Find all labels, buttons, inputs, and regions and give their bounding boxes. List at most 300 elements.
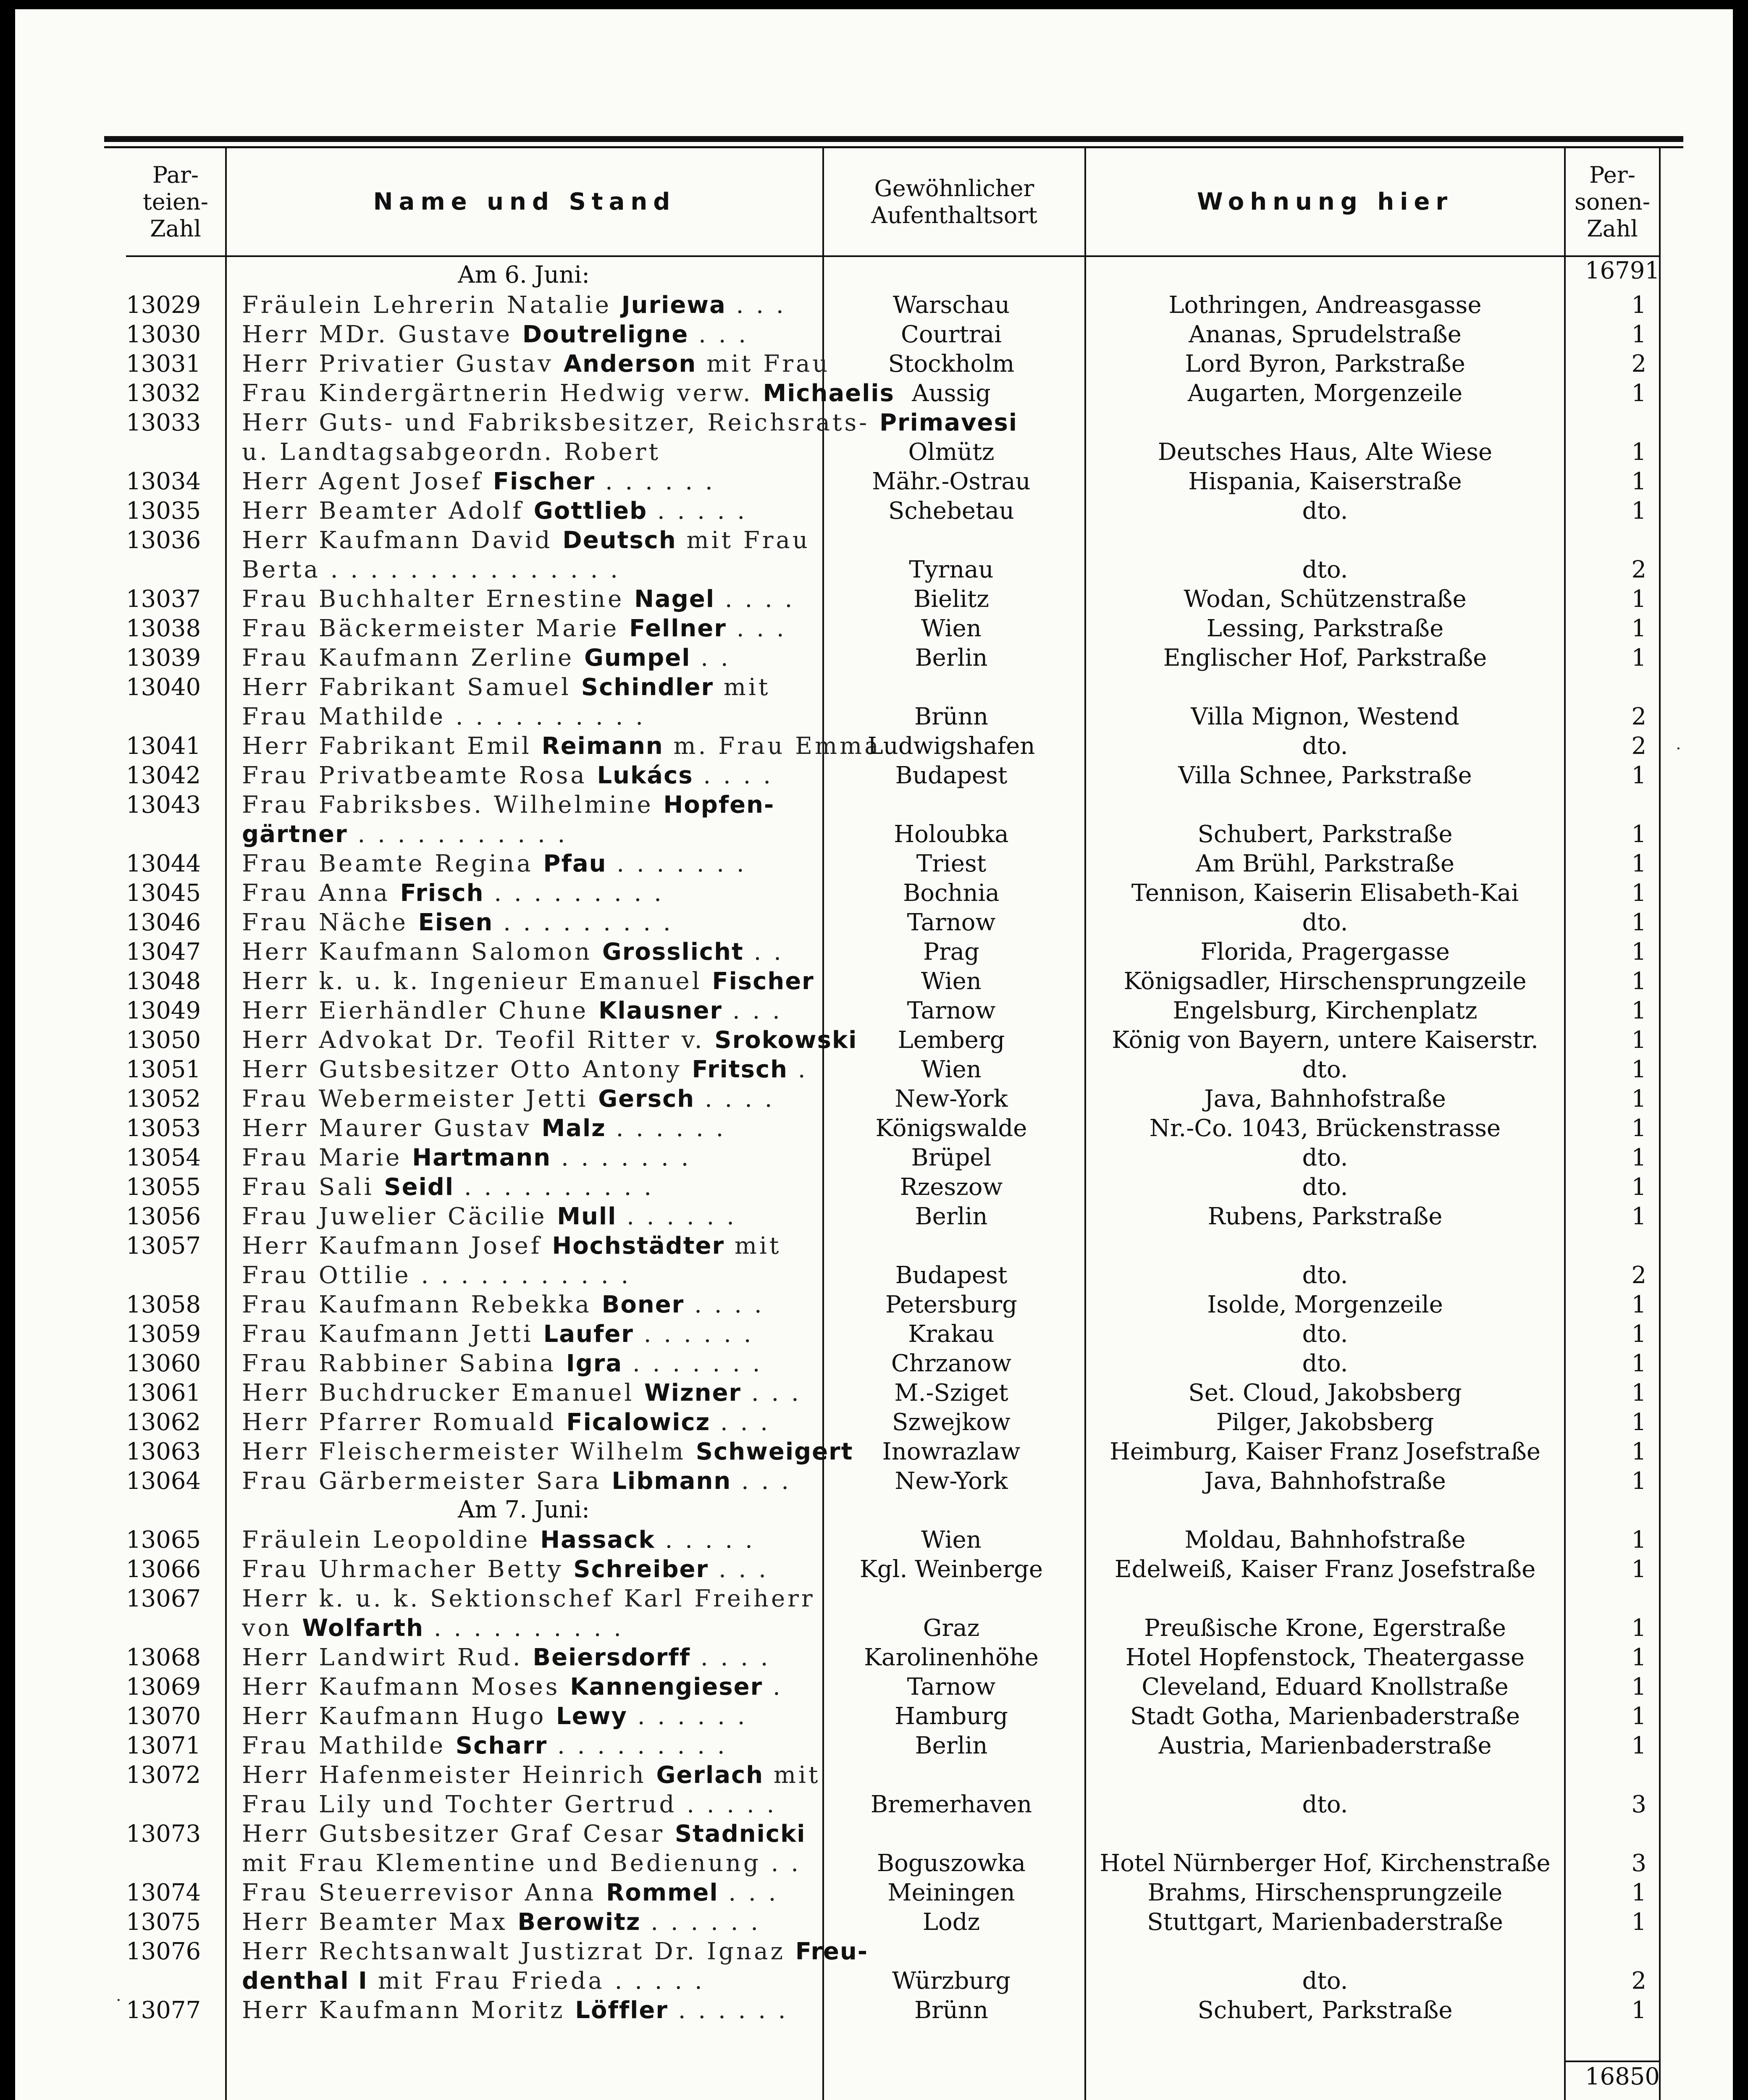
name-tail: . . . xyxy=(726,615,787,642)
surname: Primavesi xyxy=(879,409,1018,436)
name-lead: Herr Kaufmann Salomon xyxy=(242,938,602,966)
name-lead: Herr Fabrikant Emil xyxy=(242,732,542,760)
name-lead: Frau Buchhalter Ernestine xyxy=(242,585,635,613)
name-and-rank xyxy=(242,1378,819,1408)
person-count: 1 xyxy=(1631,968,1646,995)
name-tail: . . . . . . . . . xyxy=(484,879,664,907)
person-count: 2 xyxy=(1631,350,1646,378)
surname: Klausner xyxy=(598,997,723,1024)
surname: Berowitz xyxy=(517,1908,641,1936)
name-tail: . . . . . . xyxy=(617,1203,737,1230)
local-address: Tennison, Kaiserin Elisabeth-Kai xyxy=(1131,879,1519,907)
surname: Eisen xyxy=(418,909,493,936)
party-number: 13043 xyxy=(126,791,201,819)
person-count: 1 xyxy=(1631,1173,1646,1201)
local-address: Nr.-Co. 1043, Brückenstrasse xyxy=(1149,1115,1501,1142)
name-lead-continued: von xyxy=(242,1614,302,1642)
party-number: 13037 xyxy=(126,585,201,613)
surname: Hassack xyxy=(540,1526,655,1554)
local-address: Ananas, Sprudelstraße xyxy=(1189,321,1462,348)
usual-residence: Bielitz xyxy=(913,585,989,613)
person-count: 1 xyxy=(1631,850,1646,877)
person-count: 1 xyxy=(1631,1879,1646,1906)
person-count: 1 xyxy=(1631,1115,1646,1142)
person-count: 2 xyxy=(1631,1967,1646,1995)
party-number: 13045 xyxy=(126,879,201,907)
surname: Malz xyxy=(541,1115,606,1142)
header-address: Wohnung hier xyxy=(1197,188,1453,215)
name-lead: Frau Sali xyxy=(242,1173,384,1201)
person-count: 1 xyxy=(1631,1703,1646,1730)
usual-residence: Bochnia xyxy=(903,879,1000,907)
party-number: 13061 xyxy=(126,1379,201,1407)
local-address: Wodan, Schützenstraße xyxy=(1184,585,1467,613)
table-row xyxy=(0,320,1748,349)
local-address: Königsadler, Hirschensprungzeile xyxy=(1123,968,1527,995)
surname: Seidl xyxy=(384,1173,454,1201)
surname: Löffler xyxy=(575,1997,668,2024)
local-address: Deutsches Haus, Alte Wiese xyxy=(1157,438,1493,466)
surname: Gottlieb xyxy=(533,497,648,525)
local-address: Java, Bahnhofstraße xyxy=(1204,1467,1446,1495)
person-count: 1 xyxy=(1631,1614,1646,1642)
party-number: 13047 xyxy=(126,938,201,966)
party-number: 13048 xyxy=(126,968,201,995)
name-tail: . . . . . . xyxy=(668,1997,788,2024)
local-address: dto. xyxy=(1302,1144,1348,1171)
name-tail: . . . . . . xyxy=(640,1908,761,1936)
usual-residence: Hamburg xyxy=(895,1703,1008,1730)
surname: Fellner xyxy=(629,615,727,642)
table-row xyxy=(0,673,1748,732)
table-row xyxy=(0,849,1748,879)
surname: Wizner xyxy=(644,1379,742,1407)
name-and-rank xyxy=(242,1643,819,1672)
name-and-rank xyxy=(242,1525,819,1555)
person-count: 1 xyxy=(1631,1409,1646,1436)
person-count: 1 xyxy=(1631,644,1646,672)
name-lead: Herr MDr. Gustave xyxy=(242,321,522,348)
table-row xyxy=(0,1878,1748,1908)
usual-residence: Kgl. Weinberge xyxy=(859,1556,1043,1583)
header-name: Name und Stand xyxy=(373,188,676,215)
name-lead: Frau Privatbeamte Rosa xyxy=(242,762,597,789)
local-address: Austria, Marienbaderstraße xyxy=(1158,1732,1492,1759)
usual-residence: Wien xyxy=(921,615,982,642)
party-number: 13040 xyxy=(126,674,201,701)
name-tail: . . . xyxy=(688,321,749,348)
name-tail: . . . . xyxy=(693,762,774,789)
local-address: dto. xyxy=(1302,497,1348,525)
name-tail: . . . . xyxy=(690,1644,771,1671)
surname: Libmann xyxy=(612,1467,732,1495)
party-number: 13051 xyxy=(126,1056,201,1083)
party-number: 13073 xyxy=(126,1820,201,1848)
name-and-rank xyxy=(242,379,895,408)
usual-residence: Bremerhaven xyxy=(870,1791,1032,1818)
person-count: 1 xyxy=(1631,1056,1646,1083)
person-count: 1 xyxy=(1631,585,1646,613)
local-address: Florida, Pragergasse xyxy=(1200,938,1450,966)
party-number: 13041 xyxy=(126,732,201,760)
surname: Lukács xyxy=(597,762,693,789)
surname: Anderson xyxy=(563,350,697,378)
usual-residence: Budapest xyxy=(895,1262,1008,1289)
surname: Gerlach xyxy=(656,1761,764,1789)
surname: Srokowski xyxy=(714,1026,858,1054)
name-lead-continued: Frau Lily und Tochter Gertrud . . . . . xyxy=(242,1791,777,1818)
table-row xyxy=(0,614,1748,643)
party-number: 13034 xyxy=(126,468,201,495)
top-rule-thin xyxy=(104,146,1683,148)
usual-residence: Krakau xyxy=(908,1320,995,1348)
person-count: 1 xyxy=(1631,1085,1646,1113)
surname: Michaelis xyxy=(763,380,895,407)
local-address: Stuttgart, Marienbaderstraße xyxy=(1147,1908,1503,1936)
usual-residence: Olmütz xyxy=(908,438,995,466)
party-number: 13029 xyxy=(126,291,201,319)
party-number: 13032 xyxy=(126,380,201,407)
usual-residence: M.-Sziget xyxy=(894,1379,1008,1407)
usual-residence: Brünn xyxy=(914,703,989,730)
surname: Ficalowicz xyxy=(566,1409,711,1436)
surname: Lewy xyxy=(556,1703,627,1730)
name-and-rank xyxy=(242,1026,858,1055)
person-count: 1 xyxy=(1631,1320,1646,1348)
local-address: Lothringen, Andreasgasse xyxy=(1168,291,1482,319)
local-address: Hotel Nürnberger Hof, Kirchenstraße xyxy=(1100,1850,1551,1877)
table-row xyxy=(0,1143,1748,1173)
surname: Doutreligne xyxy=(522,321,689,348)
surname-continued: gärtner xyxy=(242,821,348,848)
usual-residence: Lemberg xyxy=(898,1026,1005,1054)
name-lead: Fräulein Leopoldine xyxy=(242,1526,541,1554)
name-lead: Herr Kaufmann Josef xyxy=(242,1232,552,1260)
party-number: 13038 xyxy=(126,615,201,642)
person-count: 1 xyxy=(1631,1644,1646,1671)
name-lead: Herr Kaufmann David xyxy=(242,527,563,554)
person-count: 1 xyxy=(1631,291,1646,319)
usual-residence: Warschau xyxy=(892,291,1010,319)
person-count: 1 xyxy=(1631,1556,1646,1583)
party-number: 13055 xyxy=(126,1173,201,1201)
name-and-rank xyxy=(242,761,819,790)
party-number: 13033 xyxy=(126,409,201,436)
usual-residence: Wien xyxy=(921,968,982,995)
surname: Hochstädter xyxy=(552,1232,725,1260)
usual-residence: Brünn xyxy=(914,1997,989,2024)
usual-residence: Berlin xyxy=(915,644,988,672)
name-lead: Frau Näche xyxy=(242,909,418,936)
name-and-rank xyxy=(242,996,819,1026)
table-row xyxy=(0,379,1748,408)
header-rule xyxy=(126,255,1660,257)
name-tail: mit Frau Frieda . . . . . xyxy=(367,1967,705,1995)
local-address: Lessing, Parkstraße xyxy=(1206,615,1444,642)
table-row xyxy=(0,1114,1748,1143)
local-address: Isolde, Morgenzeile xyxy=(1207,1291,1443,1318)
local-address: Villa Mignon, Westend xyxy=(1191,703,1459,730)
party-number: 13030 xyxy=(126,321,201,348)
name-lead: Herr Buchdrucker Emanuel xyxy=(242,1379,645,1407)
person-count: 2 xyxy=(1631,556,1646,583)
party-number: 13050 xyxy=(126,1026,201,1054)
local-address: dto. xyxy=(1302,909,1348,936)
name-and-rank xyxy=(242,585,819,614)
person-count: 1 xyxy=(1631,938,1646,966)
name-and-rank xyxy=(242,291,819,320)
surname-continued: denthal I xyxy=(242,1967,368,1995)
local-address: Engelsburg, Kirchenplatz xyxy=(1173,997,1478,1024)
name-tail: . . . . . . . xyxy=(551,1144,691,1171)
name-lead: Frau Juwelier Cäcilie xyxy=(242,1203,557,1230)
table-row xyxy=(0,1525,1748,1555)
name-and-rank xyxy=(242,1555,819,1584)
table-row xyxy=(0,1555,1748,1584)
name-and-rank xyxy=(242,1672,819,1702)
table-row xyxy=(0,1731,1748,1761)
name-and-rank xyxy=(242,1143,819,1173)
name-lead: Herr Guts- und Fabriksbesitzer, Reichsrats- xyxy=(242,409,880,436)
table-row xyxy=(0,1026,1748,1055)
name-tail: mit Frau xyxy=(696,350,830,378)
person-count: 1 xyxy=(1631,997,1646,1024)
party-number: 13057 xyxy=(126,1232,201,1260)
table-row xyxy=(0,1378,1748,1408)
name-lead: Herr Hafenmeister Heinrich xyxy=(242,1761,656,1789)
usual-residence: Boguszowka xyxy=(877,1850,1026,1877)
table-row xyxy=(0,1761,1748,1819)
local-address: Lord Byron, Parkstraße xyxy=(1185,350,1465,378)
name-tail: mit xyxy=(764,1761,821,1789)
surname: Wolfarth xyxy=(302,1614,424,1642)
person-count: 1 xyxy=(1631,497,1646,525)
name-tail: . . . . . . xyxy=(633,1320,754,1348)
name-lead: Herr Rechtsanwalt Justizrat Dr. Ignaz xyxy=(242,1938,795,1965)
name-tail: . . . . . . xyxy=(606,1115,726,1142)
table-row xyxy=(0,467,1748,496)
name-and-rank xyxy=(242,1761,819,1819)
name-tail: . . . xyxy=(709,1556,769,1583)
name-lead: Herr k. u. k. Sektionschef Karl Freiherr xyxy=(242,1585,815,1612)
name-and-rank xyxy=(242,1908,819,1937)
name-lead: Herr Gutsbesitzer Graf Cesar xyxy=(242,1820,675,1848)
name-tail: . . . . . xyxy=(655,1526,755,1554)
surname: Pfau xyxy=(543,850,607,877)
name-tail: . . . . . . xyxy=(627,1703,748,1730)
name-tail: . . . . xyxy=(684,1291,764,1318)
party-number: 13065 xyxy=(126,1526,201,1554)
local-address: Am Brühl, Parkstraße xyxy=(1195,850,1455,877)
local-address: dto. xyxy=(1302,1262,1348,1289)
party-number: 13063 xyxy=(126,1438,201,1465)
surname: Deutsch xyxy=(562,527,677,554)
party-number: 13031 xyxy=(126,350,201,378)
name-lead: Herr Pfarrer Romuald xyxy=(242,1409,567,1436)
person-count: 1 xyxy=(1631,1673,1646,1701)
name-tail: . . . . . . . . . xyxy=(547,1732,727,1759)
name-lead: Herr k. u. k. Ingenieur Emanuel xyxy=(242,968,712,995)
party-number: 13036 xyxy=(126,527,201,554)
table-row xyxy=(0,408,1748,467)
name-lead: Frau Gärbermeister Sara xyxy=(242,1467,612,1495)
party-number: 13069 xyxy=(126,1673,201,1701)
table-row xyxy=(0,1996,1748,2025)
party-number: 13039 xyxy=(126,644,201,672)
name-lead: Frau Fabriksbes. Wilhelmine xyxy=(242,791,664,819)
name-tail: . . xyxy=(743,938,784,966)
person-count: 2 xyxy=(1631,1262,1646,1289)
local-address: dto. xyxy=(1302,1173,1348,1201)
table-row xyxy=(0,1908,1748,1937)
local-address: dto. xyxy=(1302,1320,1348,1348)
local-address: Englischer Hof, Parkstraße xyxy=(1163,644,1487,672)
table-row xyxy=(0,349,1748,379)
person-count: 1 xyxy=(1631,468,1646,495)
person-count: 1 xyxy=(1631,1732,1646,1759)
name-lead: Herr Maurer Gustav xyxy=(242,1115,542,1142)
top-rule-thick xyxy=(104,136,1683,142)
name-and-rank xyxy=(242,732,881,761)
name-lead: Frau Uhrmacher Betty xyxy=(242,1556,574,1583)
table-row xyxy=(0,1819,1748,1878)
table-row xyxy=(0,1702,1748,1731)
name-lead: Frau Marie xyxy=(242,1144,412,1171)
local-address: dto. xyxy=(1302,1791,1348,1818)
local-address: Edelweiß, Kaiser Franz Josefstraße xyxy=(1114,1556,1536,1583)
party-number: 13052 xyxy=(126,1085,201,1113)
table-row xyxy=(0,1320,1748,1349)
name-lead: Frau Kaufmann Zerline xyxy=(242,644,584,672)
party-number: 13068 xyxy=(126,1644,201,1671)
party-number: 13049 xyxy=(126,997,201,1024)
name-lead: Herr Agent Josef xyxy=(242,468,493,495)
surname: Igra xyxy=(566,1350,623,1377)
party-number: 13044 xyxy=(126,850,201,877)
table-row xyxy=(0,1290,1748,1320)
party-number: 13077 xyxy=(126,1997,201,2024)
name-tail: . . . . . . . . . . xyxy=(424,1614,624,1642)
name-tail: . . . . . . . xyxy=(606,850,747,877)
name-lead: Frau Beamte Regina xyxy=(242,850,543,877)
local-address: Set. Cloud, Jakobsberg xyxy=(1188,1379,1462,1407)
name-tail: m. Frau Emma xyxy=(663,732,881,760)
table-row xyxy=(0,1173,1748,1202)
party-number: 13076 xyxy=(126,1938,201,1965)
usual-residence: Tyrnau xyxy=(909,556,994,583)
party-number: 13058 xyxy=(126,1291,201,1318)
local-address: dto. xyxy=(1302,1350,1348,1377)
name-lead-continued: Berta . . . . . . . . . . . . . . . xyxy=(242,556,620,583)
table-row xyxy=(0,996,1748,1026)
name-and-rank xyxy=(242,937,819,967)
name-and-rank xyxy=(242,879,819,908)
table-row xyxy=(0,937,1748,967)
table-row xyxy=(0,908,1748,937)
name-tail: . . . xyxy=(741,1379,801,1407)
name-and-rank xyxy=(242,1937,869,1996)
person-count: 1 xyxy=(1631,1144,1646,1171)
surname: Freu- xyxy=(795,1938,869,1965)
usual-residence: Meiningen xyxy=(887,1879,1015,1906)
person-count: 1 xyxy=(1631,321,1646,348)
person-count: 1 xyxy=(1631,615,1646,642)
name-and-rank xyxy=(242,1819,819,1878)
margin-mark: · xyxy=(1676,739,1681,759)
local-address: Schubert, Parkstraße xyxy=(1197,821,1453,848)
person-count: 3 xyxy=(1631,1850,1646,1877)
name-and-rank xyxy=(242,1231,819,1290)
surname: Mull xyxy=(557,1203,617,1230)
name-lead: Frau Kaufmann Rebekka xyxy=(242,1291,602,1318)
surname: Fischer xyxy=(493,468,596,495)
local-address: Java, Bahnhofstraße xyxy=(1204,1085,1446,1113)
party-number: 13074 xyxy=(126,1879,201,1906)
table-row xyxy=(0,1084,1748,1114)
table-row xyxy=(0,496,1748,526)
party-number: 13046 xyxy=(126,909,201,936)
table-row xyxy=(0,585,1748,614)
name-lead: Frau Webermeister Jetti xyxy=(242,1085,598,1113)
surname: Frisch xyxy=(400,879,484,907)
person-count: 1 xyxy=(1631,1997,1646,2024)
party-number: 13075 xyxy=(126,1908,201,1936)
party-number: 13060 xyxy=(126,1350,201,1377)
usual-residence: Petersburg xyxy=(885,1291,1017,1318)
local-address: Brahms, Hirschensprungzeile xyxy=(1147,1879,1503,1906)
name-tail: . xyxy=(788,1056,808,1083)
usual-residence: Prag xyxy=(923,938,979,966)
local-address: Preußische Krone, Egerstraße xyxy=(1144,1614,1506,1642)
name-lead: Herr Gutsbesitzer Otto Antony xyxy=(242,1056,692,1083)
name-lead: Frau Kaufmann Jetti xyxy=(242,1320,543,1348)
table-row xyxy=(0,1467,1748,1496)
name-lead: Herr Advokat Dr. Teofil Ritter v. xyxy=(242,1026,715,1054)
local-address: Schubert, Parkstraße xyxy=(1197,1997,1453,2024)
table-row xyxy=(0,1643,1748,1672)
name-and-rank xyxy=(242,1290,819,1320)
table-row xyxy=(0,761,1748,790)
name-and-rank xyxy=(242,1467,819,1496)
party-number: 13035 xyxy=(126,497,201,525)
party-number: 13059 xyxy=(126,1320,201,1348)
name-and-rank xyxy=(242,643,819,673)
local-address: Pilger, Jakobsberg xyxy=(1216,1409,1434,1436)
table-row xyxy=(0,732,1748,761)
surname: Kannengieser xyxy=(570,1673,763,1701)
surname: Reimann xyxy=(541,732,664,760)
day-heading-june-7: Am 7. Juni: xyxy=(458,1496,590,1523)
surname: Grosslicht xyxy=(602,938,744,966)
name-lead: Herr Beamter Max xyxy=(242,1908,518,1936)
usual-residence: Tarnow xyxy=(907,1673,996,1701)
usual-residence: Aussig xyxy=(912,380,991,407)
name-and-rank xyxy=(242,908,819,937)
surname: Laufer xyxy=(543,1320,634,1348)
table-row xyxy=(0,1231,1748,1290)
name-and-rank xyxy=(242,349,830,379)
margin-mark: · xyxy=(116,1991,121,2010)
surname: Gumpel xyxy=(584,644,691,672)
usual-residence: New-York xyxy=(895,1085,1008,1113)
usual-residence: Mähr.-Ostrau xyxy=(872,468,1031,495)
person-count: 1 xyxy=(1631,1908,1646,1936)
usual-residence: Brüpel xyxy=(911,1144,992,1171)
name-tail: . . . . xyxy=(695,1085,775,1113)
table-row xyxy=(0,1202,1748,1231)
name-tail: . . . xyxy=(718,1879,779,1906)
party-number: 13056 xyxy=(126,1203,201,1230)
